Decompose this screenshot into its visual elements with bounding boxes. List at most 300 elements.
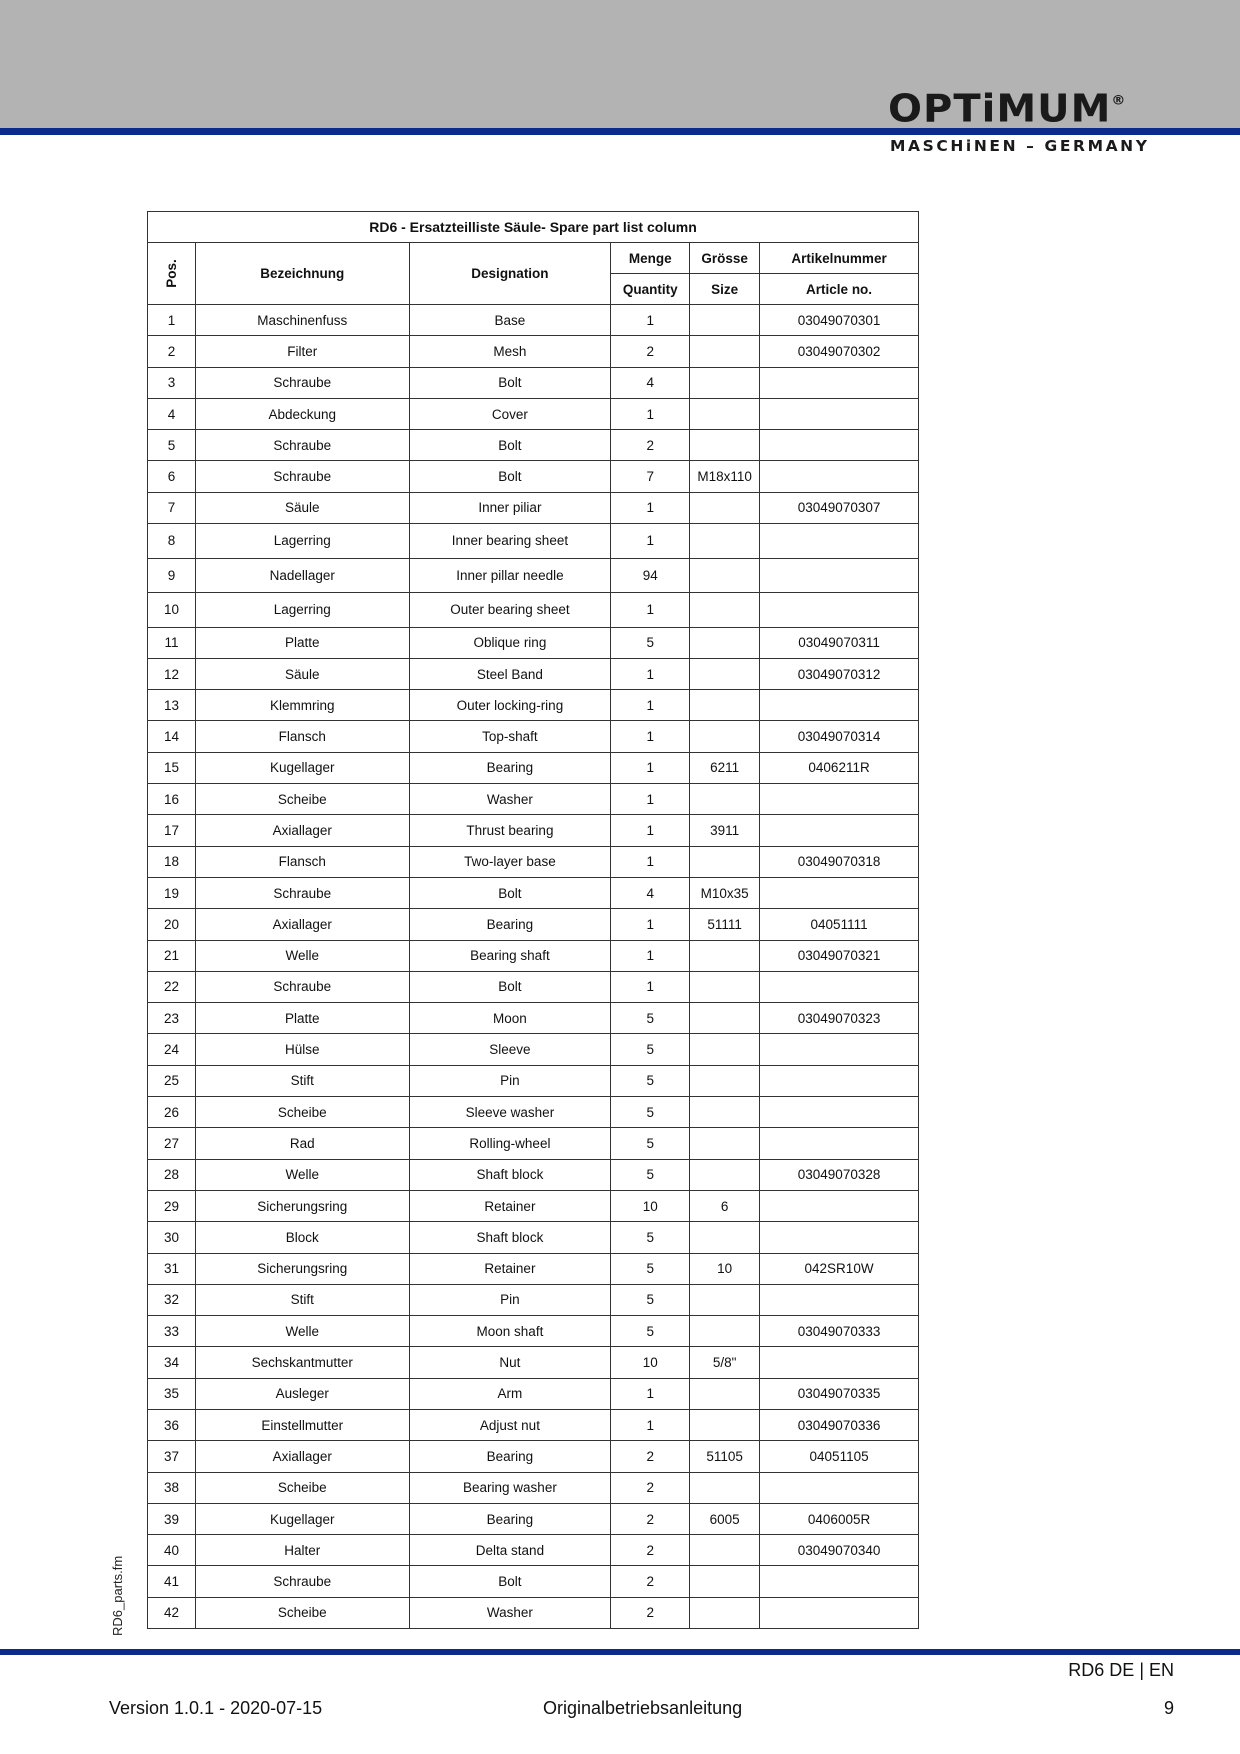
cell-bezeichnung: Axiallager bbox=[195, 815, 409, 846]
side-file-label: RD6_parts.fm bbox=[110, 1555, 125, 1636]
table-row bbox=[148, 492, 919, 523]
cell-pos: 10 bbox=[148, 593, 196, 628]
cell-pos: 14 bbox=[148, 721, 196, 752]
header-size: Size bbox=[690, 274, 760, 305]
cell-designation: Cover bbox=[409, 398, 611, 429]
cell-article-no bbox=[760, 784, 919, 815]
cell-bezeichnung: Stift bbox=[195, 1065, 409, 1096]
cell-designation: Steel Band bbox=[409, 658, 611, 689]
cell-designation: Outer locking-ring bbox=[409, 690, 611, 721]
cell-size bbox=[690, 558, 760, 593]
cell-bezeichnung: Flansch bbox=[195, 721, 409, 752]
cell-pos: 40 bbox=[148, 1535, 196, 1566]
cell-size bbox=[690, 1597, 760, 1628]
cell-designation: Bolt bbox=[409, 461, 611, 492]
cell-quantity: 1 bbox=[611, 909, 690, 940]
table-row bbox=[148, 846, 919, 877]
cell-quantity: 5 bbox=[611, 1159, 690, 1190]
cell-article-no: 03049070302 bbox=[760, 336, 919, 367]
cell-designation: Rolling-wheel bbox=[409, 1128, 611, 1159]
cell-pos: 38 bbox=[148, 1472, 196, 1503]
brand-name: OPTiMUM bbox=[888, 87, 1112, 131]
cell-size bbox=[690, 336, 760, 367]
cell-size bbox=[690, 690, 760, 721]
cell-size: 6211 bbox=[690, 752, 760, 783]
header-designation: Designation bbox=[409, 243, 611, 305]
table-row bbox=[148, 721, 919, 752]
cell-size bbox=[690, 1097, 760, 1128]
cell-bezeichnung: Hülse bbox=[195, 1034, 409, 1065]
cell-pos: 16 bbox=[148, 784, 196, 815]
cell-designation: Inner piliar bbox=[409, 492, 611, 523]
cell-quantity: 1 bbox=[611, 593, 690, 628]
cell-designation: Inner bearing sheet bbox=[409, 524, 611, 559]
cell-pos: 23 bbox=[148, 1003, 196, 1034]
cell-bezeichnung: Welle bbox=[195, 940, 409, 971]
registered-mark: ® bbox=[1111, 92, 1127, 109]
table-row bbox=[148, 336, 919, 367]
brand-logo bbox=[888, 87, 1126, 131]
footer-document-type: Originalbetriebsanleitung bbox=[543, 1698, 743, 1718]
cell-designation: Outer bearing sheet bbox=[409, 593, 611, 628]
cell-bezeichnung: Platte bbox=[195, 627, 409, 658]
page-number: 9 bbox=[1163, 1698, 1174, 1718]
cell-article-no bbox=[760, 690, 919, 721]
cell-size bbox=[690, 430, 760, 461]
cell-article-no bbox=[760, 1597, 919, 1628]
footer-accent-line bbox=[0, 1649, 1240, 1655]
cell-bezeichnung: Schraube bbox=[195, 877, 409, 908]
cell-pos: 24 bbox=[148, 1034, 196, 1065]
cell-pos: 3 bbox=[148, 367, 196, 398]
cell-size bbox=[690, 1410, 760, 1441]
table-row bbox=[148, 1503, 919, 1534]
cell-size bbox=[690, 1535, 760, 1566]
cell-article-no: 03049070307 bbox=[760, 492, 919, 523]
cell-quantity: 2 bbox=[611, 1441, 690, 1472]
cell-quantity: 5 bbox=[611, 1003, 690, 1034]
table-row bbox=[148, 367, 919, 398]
cell-designation: Bearing bbox=[409, 1503, 611, 1534]
cell-pos: 34 bbox=[148, 1347, 196, 1378]
table-row bbox=[148, 877, 919, 908]
cell-article-no bbox=[760, 1065, 919, 1096]
cell-pos: 17 bbox=[148, 815, 196, 846]
cell-article-no bbox=[760, 1566, 919, 1597]
cell-bezeichnung: Rad bbox=[195, 1128, 409, 1159]
cell-article-no bbox=[760, 1472, 919, 1503]
cell-quantity: 1 bbox=[611, 846, 690, 877]
cell-bezeichnung: Lagerring bbox=[195, 593, 409, 628]
cell-quantity: 5 bbox=[611, 627, 690, 658]
cell-quantity: 2 bbox=[611, 1535, 690, 1566]
cell-size bbox=[690, 593, 760, 628]
cell-size bbox=[690, 1034, 760, 1065]
cell-pos: 7 bbox=[148, 492, 196, 523]
cell-quantity: 1 bbox=[611, 815, 690, 846]
cell-pos: 5 bbox=[148, 430, 196, 461]
table-row bbox=[148, 690, 919, 721]
cell-article-no: 03049070312 bbox=[760, 658, 919, 689]
table-row bbox=[148, 627, 919, 658]
header-pos-label: Pos. bbox=[163, 259, 179, 288]
cell-article-no bbox=[760, 1347, 919, 1378]
cell-article-no bbox=[760, 461, 919, 492]
table-row bbox=[148, 909, 919, 940]
cell-pos: 39 bbox=[148, 1503, 196, 1534]
table-row bbox=[148, 1535, 919, 1566]
cell-size bbox=[690, 398, 760, 429]
cell-pos: 15 bbox=[148, 752, 196, 783]
table-row bbox=[148, 1034, 919, 1065]
cell-article-no: 03049070335 bbox=[760, 1378, 919, 1409]
cell-bezeichnung: Welle bbox=[195, 1316, 409, 1347]
cell-quantity: 2 bbox=[611, 1597, 690, 1628]
cell-quantity: 1 bbox=[611, 721, 690, 752]
cell-bezeichnung: Schraube bbox=[195, 971, 409, 1002]
cell-article-no: 04051105 bbox=[760, 1441, 919, 1472]
cell-size bbox=[690, 971, 760, 1002]
table-row bbox=[148, 1222, 919, 1253]
cell-quantity: 1 bbox=[611, 524, 690, 559]
table-row bbox=[148, 558, 919, 593]
table-row bbox=[148, 593, 919, 628]
cell-bezeichnung: Block bbox=[195, 1222, 409, 1253]
cell-quantity: 1 bbox=[611, 690, 690, 721]
table-row bbox=[148, 1097, 919, 1128]
cell-pos: 37 bbox=[148, 1441, 196, 1472]
table-row bbox=[148, 1597, 919, 1628]
cell-bezeichnung: Platte bbox=[195, 1003, 409, 1034]
table-row bbox=[148, 398, 919, 429]
cell-pos: 35 bbox=[148, 1378, 196, 1409]
cell-bezeichnung: Schraube bbox=[195, 1566, 409, 1597]
cell-designation: Shaft block bbox=[409, 1159, 611, 1190]
cell-quantity: 1 bbox=[611, 752, 690, 783]
cell-bezeichnung: Axiallager bbox=[195, 1441, 409, 1472]
table-row bbox=[148, 1065, 919, 1096]
cell-bezeichnung: Scheibe bbox=[195, 1472, 409, 1503]
cell-size: 3911 bbox=[690, 815, 760, 846]
cell-pos: 9 bbox=[148, 558, 196, 593]
cell-article-no bbox=[760, 971, 919, 1002]
cell-pos: 20 bbox=[148, 909, 196, 940]
cell-size bbox=[690, 305, 760, 336]
table-row bbox=[148, 1347, 919, 1378]
cell-quantity: 2 bbox=[611, 1472, 690, 1503]
cell-size bbox=[690, 658, 760, 689]
cell-quantity: 5 bbox=[611, 1065, 690, 1096]
cell-quantity: 2 bbox=[611, 336, 690, 367]
cell-article-no: 03049070318 bbox=[760, 846, 919, 877]
table-row bbox=[148, 1316, 919, 1347]
cell-designation: Two-layer base bbox=[409, 846, 611, 877]
cell-size bbox=[690, 1128, 760, 1159]
cell-bezeichnung: Sicherungsring bbox=[195, 1190, 409, 1221]
table-row bbox=[148, 1003, 919, 1034]
cell-bezeichnung: Kugellager bbox=[195, 1503, 409, 1534]
cell-bezeichnung: Ausleger bbox=[195, 1378, 409, 1409]
cell-bezeichnung: Stift bbox=[195, 1284, 409, 1315]
cell-size bbox=[690, 1316, 760, 1347]
cell-size: 51111 bbox=[690, 909, 760, 940]
cell-pos: 2 bbox=[148, 336, 196, 367]
cell-size bbox=[690, 627, 760, 658]
cell-size: M10x35 bbox=[690, 877, 760, 908]
cell-size: 51105 bbox=[690, 1441, 760, 1472]
cell-designation: Top-shaft bbox=[409, 721, 611, 752]
cell-size: 10 bbox=[690, 1253, 760, 1284]
header-quantity: Quantity bbox=[611, 274, 690, 305]
table-row bbox=[148, 815, 919, 846]
cell-article-no bbox=[760, 524, 919, 559]
cell-quantity: 5 bbox=[611, 1284, 690, 1315]
cell-pos: 33 bbox=[148, 1316, 196, 1347]
cell-pos: 4 bbox=[148, 398, 196, 429]
cell-article-no bbox=[760, 558, 919, 593]
table-row bbox=[148, 1441, 919, 1472]
table-row bbox=[148, 752, 919, 783]
cell-quantity: 1 bbox=[611, 658, 690, 689]
cell-article-no: 03049070311 bbox=[760, 627, 919, 658]
table-row bbox=[148, 1472, 919, 1503]
cell-size bbox=[690, 1378, 760, 1409]
cell-designation: Pin bbox=[409, 1284, 611, 1315]
cell-article-no: 04051111 bbox=[760, 909, 919, 940]
cell-article-no: 03049070328 bbox=[760, 1159, 919, 1190]
cell-designation: Sleeve washer bbox=[409, 1097, 611, 1128]
header-bezeichnung: Bezeichnung bbox=[195, 243, 409, 305]
cell-pos: 18 bbox=[148, 846, 196, 877]
cell-pos: 31 bbox=[148, 1253, 196, 1284]
table-row bbox=[148, 430, 919, 461]
table-row bbox=[148, 1284, 919, 1315]
cell-article-no: 042SR10W bbox=[760, 1253, 919, 1284]
cell-designation: Bolt bbox=[409, 430, 611, 461]
cell-designation: Bearing bbox=[409, 752, 611, 783]
cell-quantity: 1 bbox=[611, 492, 690, 523]
cell-designation: Nut bbox=[409, 1347, 611, 1378]
cell-article-no bbox=[760, 877, 919, 908]
cell-pos: 11 bbox=[148, 627, 196, 658]
cell-size: M18x110 bbox=[690, 461, 760, 492]
header-pos bbox=[148, 243, 196, 305]
cell-designation: Bolt bbox=[409, 367, 611, 398]
cell-designation: Oblique ring bbox=[409, 627, 611, 658]
cell-designation: Bearing bbox=[409, 1441, 611, 1472]
cell-article-no: 03049070323 bbox=[760, 1003, 919, 1034]
cell-size bbox=[690, 1003, 760, 1034]
cell-pos: 27 bbox=[148, 1128, 196, 1159]
brand-tagline: MASCHiNEN – GERMANY bbox=[890, 137, 1150, 155]
cell-designation: Mesh bbox=[409, 336, 611, 367]
table-row bbox=[148, 1190, 919, 1221]
cell-quantity: 1 bbox=[611, 784, 690, 815]
cell-pos: 32 bbox=[148, 1284, 196, 1315]
cell-bezeichnung: Klemmring bbox=[195, 690, 409, 721]
cell-quantity: 1 bbox=[611, 940, 690, 971]
cell-designation: Inner pillar needle bbox=[409, 558, 611, 593]
cell-quantity: 5 bbox=[611, 1097, 690, 1128]
cell-size bbox=[690, 846, 760, 877]
table-row bbox=[148, 1253, 919, 1284]
cell-bezeichnung: Axiallager bbox=[195, 909, 409, 940]
header-menge: Menge bbox=[611, 243, 690, 274]
table-row bbox=[148, 971, 919, 1002]
cell-pos: 30 bbox=[148, 1222, 196, 1253]
cell-article-no bbox=[760, 593, 919, 628]
cell-article-no bbox=[760, 1128, 919, 1159]
cell-bezeichnung: Kugellager bbox=[195, 752, 409, 783]
cell-bezeichnung: Filter bbox=[195, 336, 409, 367]
cell-size: 5/8" bbox=[690, 1347, 760, 1378]
cell-pos: 13 bbox=[148, 690, 196, 721]
cell-designation: Washer bbox=[409, 784, 611, 815]
cell-bezeichnung: Sechskantmutter bbox=[195, 1347, 409, 1378]
cell-designation: Bolt bbox=[409, 971, 611, 1002]
cell-bezeichnung: Schraube bbox=[195, 430, 409, 461]
cell-size bbox=[690, 721, 760, 752]
cell-quantity: 94 bbox=[611, 558, 690, 593]
cell-bezeichnung: Schraube bbox=[195, 367, 409, 398]
cell-designation: Thrust bearing bbox=[409, 815, 611, 846]
cell-designation: Pin bbox=[409, 1065, 611, 1096]
cell-size bbox=[690, 940, 760, 971]
cell-quantity: 1 bbox=[611, 1410, 690, 1441]
table-title: RD6 - Ersatzteilliste Säule- Spare part list column bbox=[148, 212, 919, 243]
cell-designation: Base bbox=[409, 305, 611, 336]
footer-language: RD6 DE | EN bbox=[1068, 1660, 1174, 1680]
cell-bezeichnung: Säule bbox=[195, 492, 409, 523]
cell-size bbox=[690, 1284, 760, 1315]
cell-article-no: 03049070336 bbox=[760, 1410, 919, 1441]
cell-pos: 36 bbox=[148, 1410, 196, 1441]
header-groesse: Grösse bbox=[690, 243, 760, 274]
cell-bezeichnung: Lagerring bbox=[195, 524, 409, 559]
cell-quantity: 1 bbox=[611, 971, 690, 1002]
cell-quantity: 2 bbox=[611, 1503, 690, 1534]
cell-bezeichnung: Scheibe bbox=[195, 1597, 409, 1628]
cell-pos: 6 bbox=[148, 461, 196, 492]
cell-size bbox=[690, 1566, 760, 1597]
cell-quantity: 4 bbox=[611, 877, 690, 908]
parts-table-body bbox=[148, 305, 919, 1629]
table-row bbox=[148, 305, 919, 336]
cell-size bbox=[690, 1065, 760, 1096]
cell-bezeichnung: Maschinenfuss bbox=[195, 305, 409, 336]
table-row bbox=[148, 461, 919, 492]
cell-pos: 1 bbox=[148, 305, 196, 336]
cell-size bbox=[690, 784, 760, 815]
cell-bezeichnung: Scheibe bbox=[195, 784, 409, 815]
table-row bbox=[148, 1410, 919, 1441]
cell-designation: Bearing bbox=[409, 909, 611, 940]
cell-article-no: 03049070340 bbox=[760, 1535, 919, 1566]
table-row bbox=[148, 658, 919, 689]
table-row bbox=[148, 1566, 919, 1597]
cell-designation: Bearing shaft bbox=[409, 940, 611, 971]
cell-quantity: 7 bbox=[611, 461, 690, 492]
cell-quantity: 10 bbox=[611, 1347, 690, 1378]
cell-quantity: 10 bbox=[611, 1190, 690, 1221]
cell-bezeichnung: Halter bbox=[195, 1535, 409, 1566]
cell-pos: 26 bbox=[148, 1097, 196, 1128]
cell-article-no bbox=[760, 1097, 919, 1128]
table-row bbox=[148, 1378, 919, 1409]
cell-pos: 19 bbox=[148, 877, 196, 908]
cell-designation: Adjust nut bbox=[409, 1410, 611, 1441]
cell-article-no: 03049070301 bbox=[760, 305, 919, 336]
cell-designation: Shaft block bbox=[409, 1222, 611, 1253]
cell-article-no: 0406005R bbox=[760, 1503, 919, 1534]
cell-quantity: 1 bbox=[611, 305, 690, 336]
cell-article-no bbox=[760, 430, 919, 461]
cell-size bbox=[690, 492, 760, 523]
cell-quantity: 1 bbox=[611, 398, 690, 429]
table-row bbox=[148, 1128, 919, 1159]
cell-pos: 29 bbox=[148, 1190, 196, 1221]
cell-article-no: 03049070314 bbox=[760, 721, 919, 752]
cell-designation: Bolt bbox=[409, 1566, 611, 1597]
cell-article-no bbox=[760, 1190, 919, 1221]
table-row bbox=[148, 784, 919, 815]
cell-quantity: 5 bbox=[611, 1034, 690, 1065]
table-row bbox=[148, 524, 919, 559]
cell-bezeichnung: Säule bbox=[195, 658, 409, 689]
cell-size bbox=[690, 1222, 760, 1253]
cell-pos: 41 bbox=[148, 1566, 196, 1597]
cell-pos: 42 bbox=[148, 1597, 196, 1628]
cell-bezeichnung: Welle bbox=[195, 1159, 409, 1190]
cell-article-no bbox=[760, 367, 919, 398]
cell-bezeichnung: Sicherungsring bbox=[195, 1253, 409, 1284]
cell-designation: Bolt bbox=[409, 877, 611, 908]
cell-quantity: 2 bbox=[611, 1566, 690, 1597]
cell-quantity: 1 bbox=[611, 1378, 690, 1409]
cell-pos: 12 bbox=[148, 658, 196, 689]
cell-article-no bbox=[760, 398, 919, 429]
cell-article-no bbox=[760, 815, 919, 846]
cell-article-no: 03049070333 bbox=[760, 1316, 919, 1347]
cell-designation: Sleeve bbox=[409, 1034, 611, 1065]
cell-quantity: 2 bbox=[611, 430, 690, 461]
cell-quantity: 5 bbox=[611, 1316, 690, 1347]
cell-pos: 21 bbox=[148, 940, 196, 971]
cell-pos: 28 bbox=[148, 1159, 196, 1190]
cell-pos: 25 bbox=[148, 1065, 196, 1096]
cell-article-no: 0406211R bbox=[760, 752, 919, 783]
cell-pos: 8 bbox=[148, 524, 196, 559]
header-article-no: Article no. bbox=[760, 274, 919, 305]
cell-designation: Bearing washer bbox=[409, 1472, 611, 1503]
cell-bezeichnung: Abdeckung bbox=[195, 398, 409, 429]
cell-quantity: 5 bbox=[611, 1222, 690, 1253]
cell-designation: Retainer bbox=[409, 1253, 611, 1284]
cell-article-no: 03049070321 bbox=[760, 940, 919, 971]
cell-designation: Moon shaft bbox=[409, 1316, 611, 1347]
cell-article-no bbox=[760, 1034, 919, 1065]
cell-quantity: 4 bbox=[611, 367, 690, 398]
cell-designation: Delta stand bbox=[409, 1535, 611, 1566]
cell-article-no bbox=[760, 1222, 919, 1253]
cell-bezeichnung: Einstellmutter bbox=[195, 1410, 409, 1441]
cell-bezeichnung: Scheibe bbox=[195, 1097, 409, 1128]
cell-size bbox=[690, 1159, 760, 1190]
cell-bezeichnung: Nadellager bbox=[195, 558, 409, 593]
table-row bbox=[148, 940, 919, 971]
cell-quantity: 5 bbox=[611, 1253, 690, 1284]
cell-size: 6005 bbox=[690, 1503, 760, 1534]
